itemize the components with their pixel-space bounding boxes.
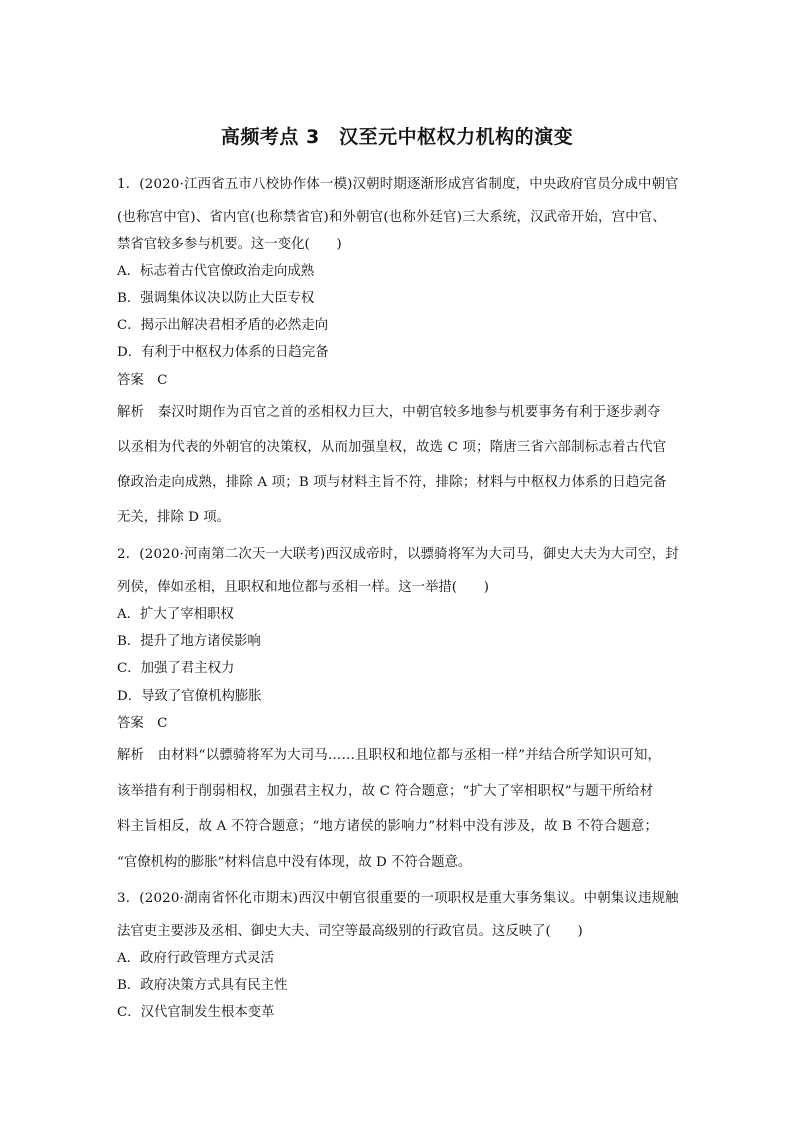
q2-option-a: A．扩大了宰相职权	[117, 607, 234, 622]
q1-explanation-line-4: 无关，排除 D 项。	[117, 510, 230, 525]
q1-explanation-line-3: 僚政治走向成熟，排除 A 项；B 项与材料主旨不符，排除；材料与中枢权力体系的日趋完备	[117, 475, 667, 490]
q1-answer: 答案 C	[117, 373, 168, 388]
q1-explanation-line-1: 解析 秦汉时期作为百官之首的丞相权力巨大，中朝官较多地参与机要事务有利于逐步剥夺	[117, 405, 661, 420]
q2-option-b: B．提升了地方诸侯影响	[117, 634, 261, 649]
q2-stem-line-2: 列侯，俸如丞相，且职权和地位都与丞相一样。这一举措( )	[117, 580, 489, 595]
q3-option-b: B．政府决策方式具有民主性	[117, 978, 288, 993]
q2-explanation-line-3: 料主旨相反，故 A 不符合题意；“地方诸侯的影响力”材料中没有涉及，故 B 不符合题意；	[117, 819, 659, 834]
q1-stem-line-3: 禁省官较多参与机要。这一变化( )	[117, 237, 342, 252]
q2-option-c: C．加强了君主权力	[117, 661, 235, 676]
q1-stem-line-2: (也称宫中官)、省内官(也称禁省官)和外朝官(也称外廷官)三大系统，汉武帝开始，宫中官、	[117, 210, 666, 225]
q1-option-b: B．强调集体议决以防止大臣专权	[117, 291, 315, 306]
q3-stem-line-2: 法官吏主要涉及丞相、御史大夫、司空等最高级别的行政官员。这反映了( )	[117, 924, 583, 939]
q1-option-c: C．揭示出解决君相矛盾的必然走向	[117, 318, 329, 333]
q2-stem-line-1: 2．(2020·河南第二次天一大联考)西汉成帝时，以骠骑将军为大司马，御史大夫为大司空，封	[117, 547, 679, 562]
q2-option-d: D．导致了官僚机构膨胀	[117, 689, 262, 704]
q3-option-c: C．汉代官制发生根本变革	[117, 1005, 275, 1020]
q2-explanation-line-1: 解析 由材料“以骠骑将军为大司马……且职权和地位都与丞相一样”并结合所学知识可知，	[117, 748, 662, 763]
q3-option-a: A．政府行政管理方式灵活	[117, 951, 274, 966]
q2-explanation-line-4: “官僚机构的膨胀”材料信息中没有体现，故 D 不符合题意。	[117, 855, 472, 870]
page-title: 高频考点 3 汉至元中枢权力机构的演变	[220, 126, 574, 148]
q3-stem-line-1: 3．(2020·湖南省怀化市期末)西汉中朝官很重要的一项职权是重大事务集议。中朝集议违规触	[117, 891, 679, 906]
q2-answer: 答案 C	[117, 716, 168, 731]
q1-stem-line-1: 1．(2020·江西省五市八校协作体一模)汉朝时期逐渐形成宫省制度，中央政府官员分成中朝官	[117, 177, 679, 192]
q1-option-d: D．有利于中枢权力体系的日趋完备	[117, 345, 329, 360]
q1-explanation-line-2: 以丞相为代表的外朝官的决策权，从而加强皇权，故选 C 项；隋唐三省六部制标志着古代官	[117, 440, 667, 455]
q2-explanation-line-2: 该举措有利于削弱相权，加强君主权力，故 C 符合题意；“扩大了宰相职权”与题干所给材	[117, 784, 654, 799]
q1-option-a: A．标志着古代官僚政治走向成熟	[117, 264, 315, 279]
